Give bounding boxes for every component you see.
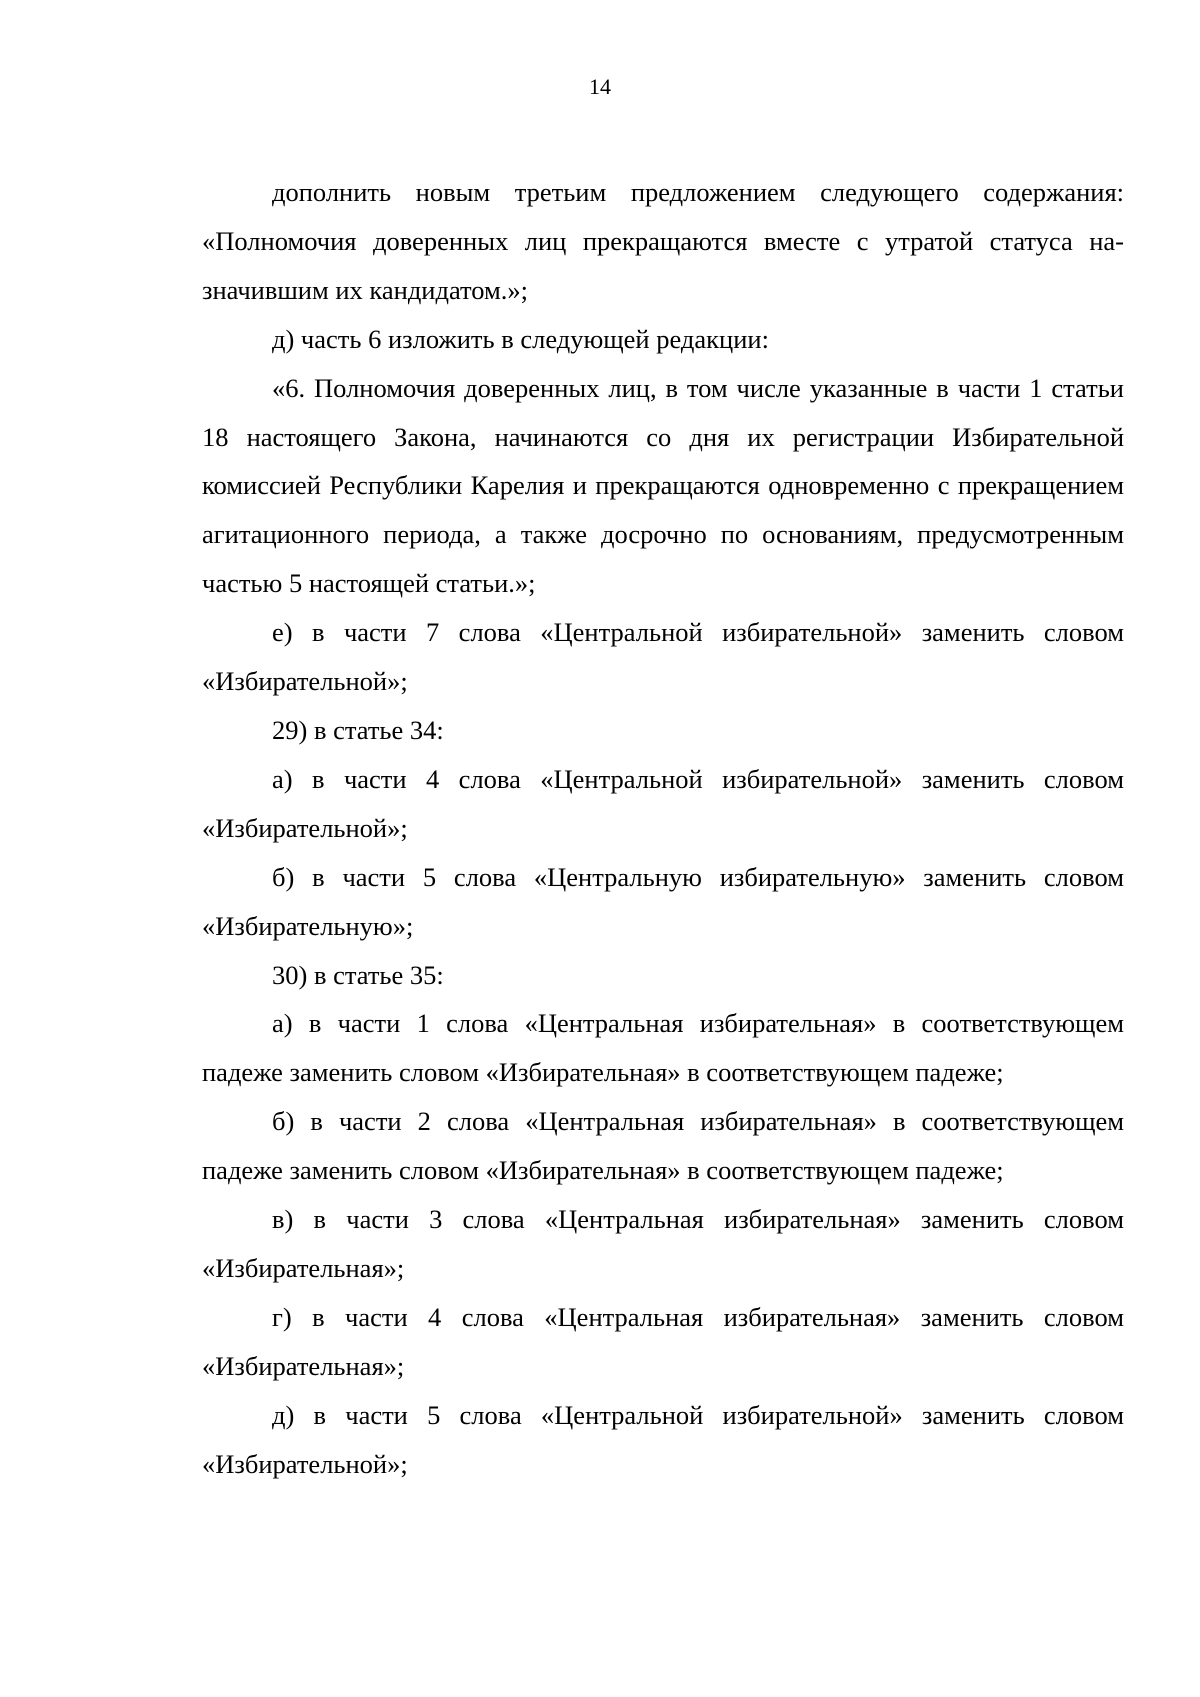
paragraph: 30) в статье 35: xyxy=(272,959,444,990)
paragraph: д) в части 5 слова «Центральной избирательной» заменить словом «Избирательной»; xyxy=(202,1399,1124,1479)
document-body xyxy=(202,168,1124,1488)
paragraph: дополнить новым третьим предложением следующего содержания: «Полномочия доверенных лиц прекращаются вместе с утратой статуса назначившим их кандидатом.»; xyxy=(202,177,1124,305)
paragraph: 29) в статье 34: xyxy=(272,714,444,745)
paragraph: б) в части 5 слова «Центральную избирательную» заменить словом «Избирательную»; xyxy=(202,861,1124,941)
paragraph: г) в части 4 слова «Центральная избирательная» заменить словом «Избирательная»; xyxy=(202,1301,1124,1381)
paragraph: а) в части 4 слова «Центральной избирательной» заменить словом «Избирательной»; xyxy=(202,763,1124,843)
paragraph: «6. Полномочия доверенных лиц, в том числе указанные в части 1 статьи 18 настоящего Закона, начинаются со дня их регистрации Избирательной комиссией Республики Карелия и прекращаются одновременно с прекращением агитационного периода, а также досрочно по основаниям, предусмотренным частью 5 настоящей статьи.»; xyxy=(202,372,1124,599)
paragraph: в) в части 3 слова «Центральная избирательная» заменить словом «Избирательная»; xyxy=(202,1204,1124,1283)
paragraph: д) часть 6 изложить в следующей редакции: xyxy=(272,323,769,354)
paragraph: е) в части 7 слова «Центральной избирательной» заменить словом «Избирательной»; xyxy=(202,617,1124,697)
paragraph: б) в части 2 слова «Центральная избирательная» в соответствующем падеже заменить словом «Избирательная» в соответствующем падеже; xyxy=(202,1106,1124,1186)
page-number: 14 xyxy=(589,74,611,99)
paragraph: а) в части 1 слова «Центральная избирательная» в соответствующем падеже заменить словом «Избирательная» в соответствующем падеже; xyxy=(202,1008,1124,1088)
